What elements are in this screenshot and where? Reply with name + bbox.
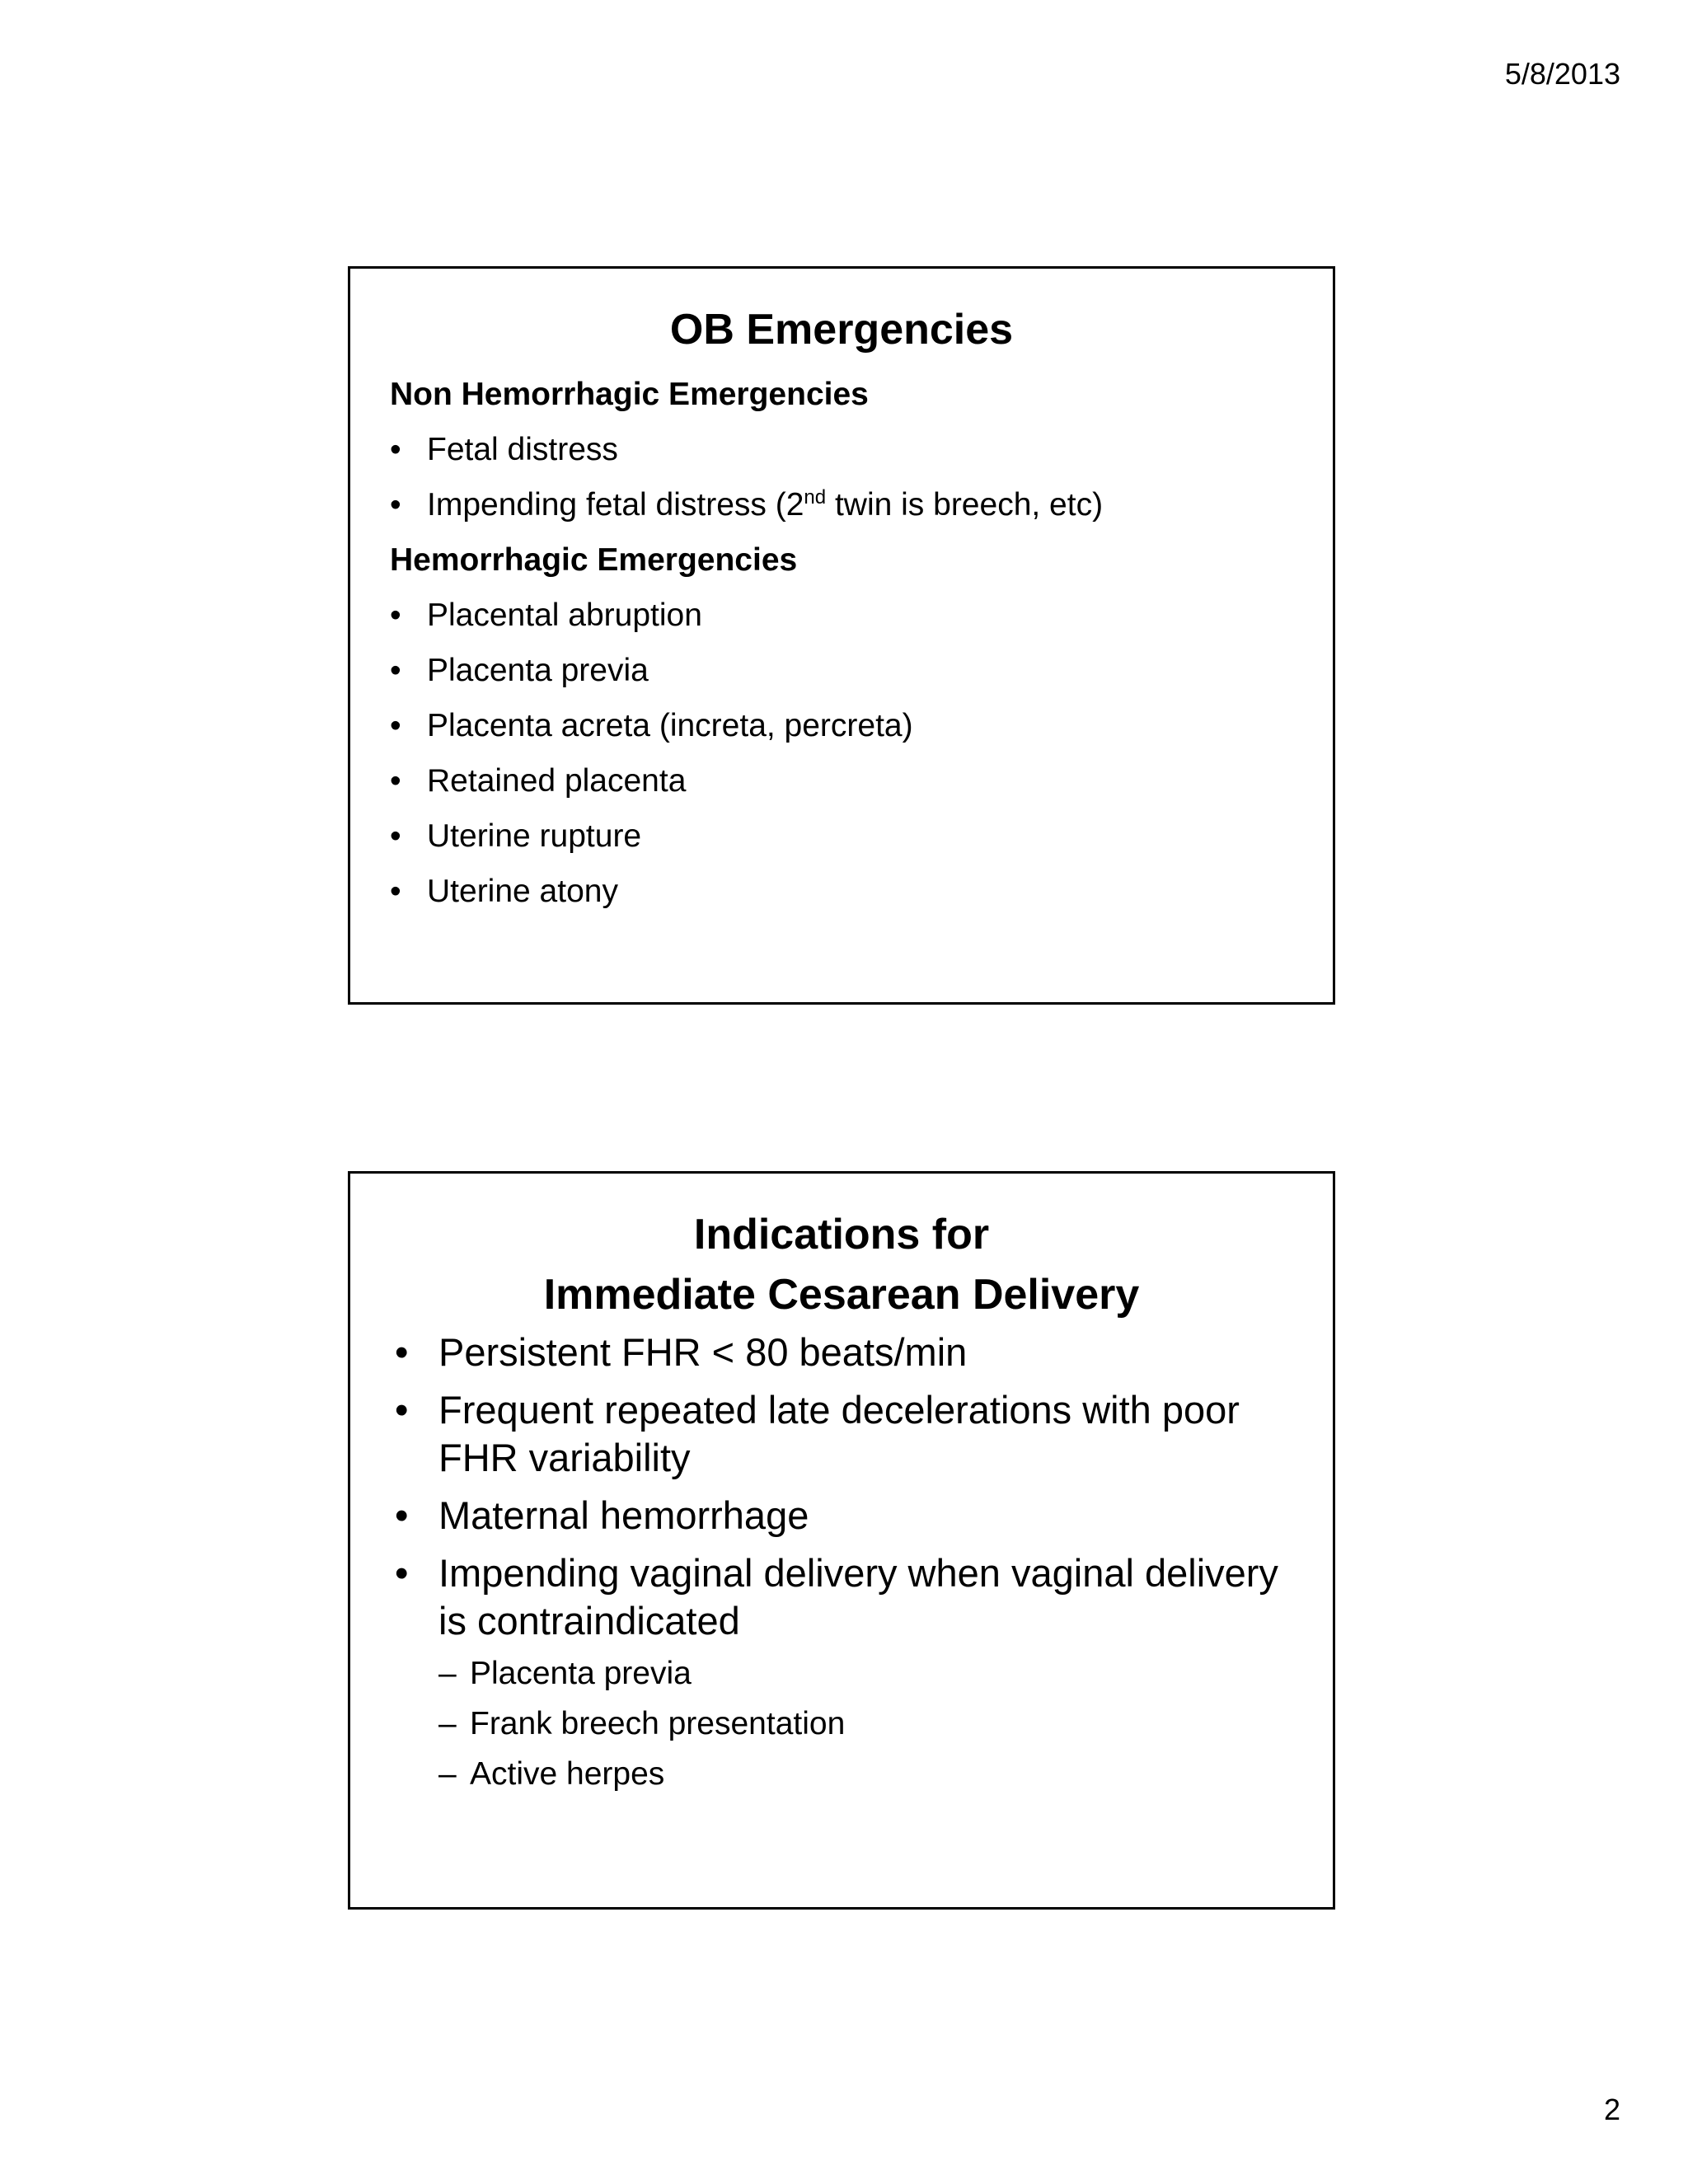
page-number: 2 bbox=[1603, 2093, 1620, 2126]
bullet-icon: • bbox=[395, 1388, 409, 1432]
list-item-text-before: Impending fetal distress (2 bbox=[427, 487, 804, 523]
list-item-text: Impending vaginal delivery when vaginal delivery is contraindicated bbox=[438, 1551, 1278, 1643]
list-item bbox=[395, 1492, 1300, 1540]
list-item-text: Retained placenta bbox=[427, 763, 687, 799]
bullet-icon: • bbox=[390, 598, 401, 633]
ordinal-superscript: nd bbox=[804, 486, 827, 509]
non-hemorrhagic-list bbox=[390, 422, 1300, 532]
dash-icon: – bbox=[438, 1706, 457, 1741]
list-item bbox=[390, 643, 1300, 698]
indications-list bbox=[395, 1329, 1300, 1799]
bullet-icon: • bbox=[390, 818, 401, 854]
list-item bbox=[395, 1329, 1300, 1376]
list-item-text: Placenta previa bbox=[427, 653, 649, 688]
list-item-text: Placental abruption bbox=[427, 598, 702, 633]
bullet-icon: • bbox=[390, 874, 401, 909]
sub-list-item bbox=[438, 1749, 1300, 1799]
bullet-icon: • bbox=[390, 708, 401, 743]
sub-list-item bbox=[438, 1699, 1300, 1749]
slide-title-line1: Indications for bbox=[693, 1211, 990, 1258]
list-item-text-after: twin is breech, etc) bbox=[826, 487, 1104, 523]
bullet-icon: • bbox=[395, 1551, 409, 1595]
page-date: 5/8/2013 bbox=[1504, 57, 1620, 91]
list-item bbox=[390, 864, 1300, 919]
slide-body bbox=[350, 367, 1333, 919]
slide-cesarean-indications bbox=[348, 1171, 1335, 1910]
list-item-text: Placenta acreta (increta, percreta) bbox=[427, 708, 913, 743]
list-item-text: Persistent FHR < 80 beats/min bbox=[438, 1330, 968, 1374]
hemorrhagic-list bbox=[390, 588, 1300, 919]
list-item-text: Frequent repeated late decelerations with poor FHR variability bbox=[438, 1388, 1240, 1479]
sub-list-item-text: Placenta previa bbox=[470, 1656, 692, 1691]
bullet-icon: • bbox=[395, 1493, 409, 1537]
slide-body bbox=[350, 1329, 1333, 1799]
sub-list-item-text: Frank breech presentation bbox=[470, 1706, 846, 1741]
list-item-text: Fetal distress bbox=[427, 432, 618, 467]
slide-title-line2: Immediate Cesarean Delivery bbox=[543, 1271, 1140, 1319]
list-item-text: Uterine rupture bbox=[427, 818, 642, 854]
sub-list-item-text: Active herpes bbox=[470, 1756, 665, 1792]
section-heading-hemorrhagic: Hemorrhagic Emergencies bbox=[390, 542, 798, 578]
slide-title: OB Emergencies bbox=[669, 306, 1014, 354]
list-item bbox=[390, 477, 1300, 532]
list-item-text: Uterine atony bbox=[427, 874, 618, 909]
dash-icon: – bbox=[438, 1756, 457, 1792]
section-heading-non-hemorrhagic: Non Hemorrhagic Emergencies bbox=[390, 377, 869, 412]
contraindication-sublist bbox=[438, 1648, 1300, 1799]
bullet-icon: • bbox=[390, 487, 401, 523]
slide-ob-emergencies bbox=[348, 266, 1335, 1005]
bullet-icon: • bbox=[390, 763, 401, 799]
bullet-icon: • bbox=[395, 1330, 409, 1374]
bullet-icon: • bbox=[390, 432, 401, 467]
list-item bbox=[390, 753, 1300, 808]
list-item bbox=[390, 422, 1300, 477]
sub-list-item bbox=[438, 1648, 1300, 1699]
bullet-icon: • bbox=[390, 653, 401, 688]
slide-title bbox=[350, 1174, 1333, 1325]
list-item bbox=[390, 588, 1300, 643]
list-item bbox=[395, 1549, 1300, 1799]
list-item bbox=[390, 698, 1300, 753]
list-item bbox=[390, 808, 1300, 864]
list-item bbox=[395, 1386, 1300, 1482]
dash-icon: – bbox=[438, 1656, 457, 1691]
list-item-text: Maternal hemorrhage bbox=[438, 1493, 809, 1537]
